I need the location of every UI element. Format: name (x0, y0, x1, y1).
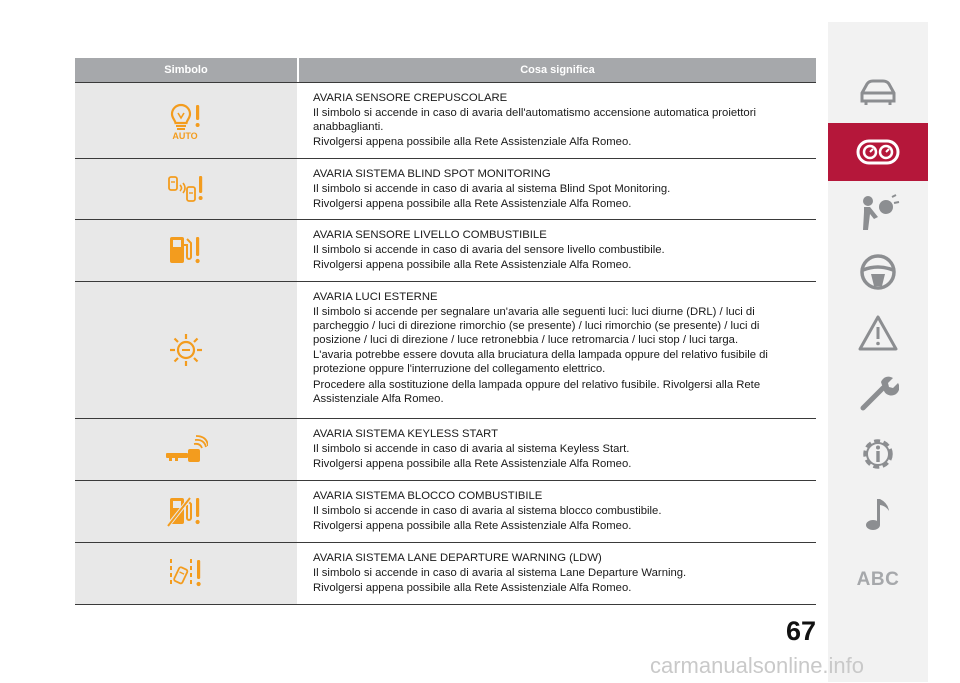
row-description: Il simbolo si accende in caso di avaria del sensore livello combustibile. (313, 244, 665, 257)
meaning-cell (299, 159, 816, 219)
row-description: Il simbolo si accende in caso di avaria al sistema blocco combustibile. (313, 505, 662, 518)
page-number: 67 (786, 616, 817, 646)
sidebar-item-emergency[interactable] (828, 305, 928, 361)
symbol-cell (75, 220, 297, 281)
table-row (75, 543, 816, 605)
row-title: AVARIA SENSORE CREPUSCOLARE (313, 92, 508, 104)
fuel-lock-failure-icon (166, 494, 206, 530)
table-header (75, 58, 816, 82)
meaning-cell (299, 419, 816, 480)
table-row (75, 481, 816, 543)
sidebar-item-multimedia[interactable] (828, 486, 928, 542)
row-title: AVARIA SISTEMA BLOCCO COMBUSTIBILE (313, 490, 543, 502)
auto-headlamp-failure-icon (167, 101, 205, 141)
airbag-safety-icon (856, 193, 900, 233)
symbol-cell (75, 419, 297, 480)
symbol-cell (75, 282, 297, 418)
row-description: Il simbolo si accende in caso di avaria al sistema Keyless Start. (313, 443, 630, 456)
sidebar-item-maintenance[interactable] (828, 365, 928, 421)
row-description: Rivolgersi appena possibile alla Rete Assistenziale Alfa Romeo. (313, 520, 632, 533)
technical-data-icon (858, 434, 898, 474)
music-note-icon (862, 495, 894, 533)
lane-departure-failure-icon (166, 556, 206, 592)
row-description: Procedere alla sostituzione della lampada oppure del relativo fusibile. Rivolgersi alla Rete Assistenziale Alfa Romeo. (313, 378, 761, 405)
sidebar-item-starting-driving[interactable] (828, 244, 928, 300)
warning-triangle-icon (857, 314, 899, 352)
row-description: Rivolgersi appena possibile alla Rete Assistenziale Alfa Romeo. (313, 198, 632, 211)
steering-wheel-icon (858, 252, 898, 292)
row-description: Rivolgersi appena possibile alla Rete Assistenziale Alfa Romeo. (313, 259, 632, 272)
row-description: Il simbolo si accende in caso di avaria dell'automatismo accensione automatica proiettori anabbaglianti. (313, 107, 756, 134)
sidebar-item-car[interactable] (828, 64, 928, 120)
symbol-cell (75, 543, 297, 604)
table-row (75, 220, 816, 282)
chapter-sidebar (828, 22, 928, 682)
row-description: Rivolgersi appena possibile alla Rete Assistenziale Alfa Romeo. (313, 136, 632, 149)
meaning-cell (299, 282, 816, 418)
row-description: Il simbolo si accende in caso di avaria al sistema Lane Departure Warning. (313, 567, 687, 580)
sidebar-item-index[interactable] (828, 552, 928, 608)
table-row (75, 419, 816, 481)
row-title: AVARIA SISTEMA LANE DEPARTURE WARNING (LDW) (313, 552, 602, 564)
symbol-cell (75, 83, 297, 158)
meaning-cell (299, 220, 816, 281)
symbol-cell (75, 159, 297, 219)
warning-lights-table (75, 58, 816, 605)
row-title: AVARIA LUCI ESTERNE (313, 291, 438, 303)
sidebar-item-instrument-panel[interactable] (828, 123, 928, 181)
table-row (75, 82, 816, 159)
auto-label: AUTO (172, 130, 198, 141)
fuel-level-sensor-failure-icon (166, 233, 206, 269)
table-row (75, 282, 816, 419)
row-description: Il simbolo si accende in caso di avaria al sistema Blind Spot Monitoring. (313, 183, 671, 196)
row-description: Rivolgersi appena possibile alla Rete Assistenziale Alfa Romeo. (313, 458, 632, 471)
header-meaning: Cosa significa (299, 58, 816, 82)
header-symbol: Simbolo (75, 58, 297, 82)
car-icon (857, 77, 899, 107)
row-title: AVARIA SENSORE LIVELLO COMBUSTIBILE (313, 229, 547, 241)
watermark: carmanualsonline.info (650, 653, 865, 678)
instrument-panel-icon (855, 137, 901, 167)
keyless-start-failure-icon (164, 434, 208, 466)
meaning-cell (299, 481, 816, 542)
table-row (75, 159, 816, 220)
wrench-icon (857, 372, 899, 414)
row-description: Rivolgersi appena possibile alla Rete Assistenziale Alfa Romeo. (313, 582, 632, 595)
exterior-lights-failure-icon (166, 330, 206, 370)
meaning-cell (299, 83, 816, 158)
symbol-cell (75, 481, 297, 542)
row-description: L'avaria potrebbe essere dovuta alla bruciatura della lampada oppure del relativo fusibile di protezione oppure l'interruzione del collegamento elettrico. (313, 349, 768, 376)
row-title: AVARIA SISTEMA KEYLESS START (313, 428, 498, 440)
blind-spot-failure-icon (166, 173, 206, 205)
row-title: AVARIA SISTEMA BLIND SPOT MONITORING (313, 168, 551, 180)
sidebar-item-safety[interactable] (828, 185, 928, 241)
row-description: Il simbolo si accende per segnalare un'avaria alle seguenti luci: luci diurne (DRL) / luci di parcheggio / luci di direzione rimorchio (se presente) / luci rimorchio (se presente) / luci di posizione / luci di direzione / luce retronebbia / luce retromarcia / luci stop / luci targa. (313, 306, 760, 347)
abc-index-icon: ABC (856, 569, 900, 590)
meaning-cell (299, 543, 816, 604)
sidebar-item-technical-data[interactable] (828, 426, 928, 482)
